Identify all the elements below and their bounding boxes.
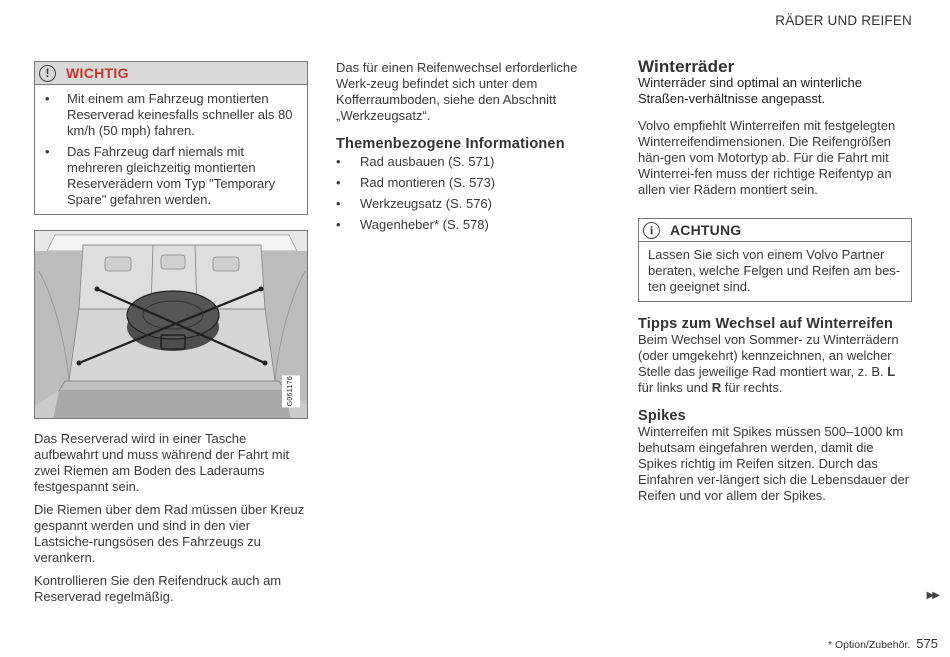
warning-header: [35, 62, 307, 85]
page-title: Winterräder: [638, 57, 735, 76]
related-title: Themenbezogene Informationen: [336, 136, 565, 152]
related-link[interactable]: • Rad ausbauen (S. 571): [336, 154, 610, 170]
warning-item: • Das Fahrzeug darf niemals mit mehreren gleichzeitig montierten Reserverädern vom Typ "Temporary Spare" gefahren werden.: [35, 144, 299, 208]
page-footer: [828, 636, 938, 653]
paragraph: Die Riemen über dem Rad müssen über Kreuz gespannt werden und sind in den vier Lastsiche-rungsösen des Fahrzeugs zu verankern.: [34, 502, 305, 565]
related-link[interactable]: • Wagenheber* (S. 578): [336, 217, 610, 233]
lead-text: Winterräder sind optimal an winterliche Straßen-verhältnisse angepasst.: [638, 75, 862, 106]
tool-info: [336, 60, 610, 238]
spare-wheel-text: [34, 431, 308, 612]
info-icon: i: [643, 222, 660, 239]
note-title: ACHTUNG: [670, 222, 742, 238]
related-link[interactable]: • Werkzeugsatz (S. 576): [336, 196, 610, 212]
tips-section: [638, 316, 912, 511]
paragraph: Volvo empfiehlt Winterreifen mit festgelegten Winterreifendimensionen. Die Reifengrößen hän-gen vom Motortyp ab. Für die Fahrt mit Winterrei-fen muss der richtige Reifentyp an allen vier Rädern montiert sein.: [638, 118, 896, 197]
tips-text: Beim Wechsel von Sommer- zu Winterrädern (oder umgekehrt) kennzeichnen, an welcher Stelle das jeweilige Rad montiert war, z. B. L für links und R für rechts.: [638, 332, 899, 395]
winter-wheels-section: [638, 59, 912, 212]
figure-code: G061176: [282, 375, 300, 407]
related-list: [336, 154, 610, 233]
next-page-icon[interactable]: ▶▶: [926, 590, 938, 601]
warning-title: WICHTIG: [66, 65, 129, 81]
exclamation-icon: !: [39, 65, 56, 82]
paragraph: Kontrollieren Sie den Reifendruck auch am Reserverad regelmäßig.: [34, 573, 282, 604]
paragraph: Das Reserverad wird in einer Tasche aufbewahrt und muss während der Fahrt mit zwei Riemen am Boden des Laderaums festgespannt sein.: [34, 431, 290, 494]
page-number: 575: [916, 636, 938, 651]
spikes-text: Winterreifen mit Spikes müssen 500–1000 km behutsam eingefahren werden, damit die Spikes richtig im Reifen sitzen. Durch das Einfahren ver-längert sich die Lebensdauer der Reifen und vor allem der Spikes.: [638, 424, 910, 503]
tool-intro: Das für einen Reifenwechsel erforderliche Werk-zeug befindet sich unter dem Kofferraumboden, siehe den Abschnitt „Werkzeugsatz“.: [336, 60, 578, 123]
footnote: * Option/Zubehör.: [827, 639, 911, 651]
spikes-title: Spikes: [638, 408, 686, 424]
warning-item: • Mit einem am Fahrzeug montierten Reserverad keinesfalls schneller als 80 km/h (50 mph) fahren.: [35, 91, 299, 139]
warning-list: [35, 85, 307, 214]
spare-wheel-illustration: [34, 230, 308, 419]
section-header: RÄDER UND REIFEN: [775, 13, 912, 28]
warning-box: [34, 61, 308, 215]
note-box: [638, 218, 912, 302]
cargo-area-drawing: [35, 231, 308, 419]
note-text: Lassen Sie sich von einem Volvo Partner beraten, welche Felgen und Reifen am bes-ten geeignet sind.: [648, 247, 901, 294]
note-header: [639, 219, 911, 242]
related-link[interactable]: • Rad montieren (S. 573): [336, 175, 610, 191]
tips-title: Tipps zum Wechsel auf Winterreifen: [638, 316, 894, 332]
